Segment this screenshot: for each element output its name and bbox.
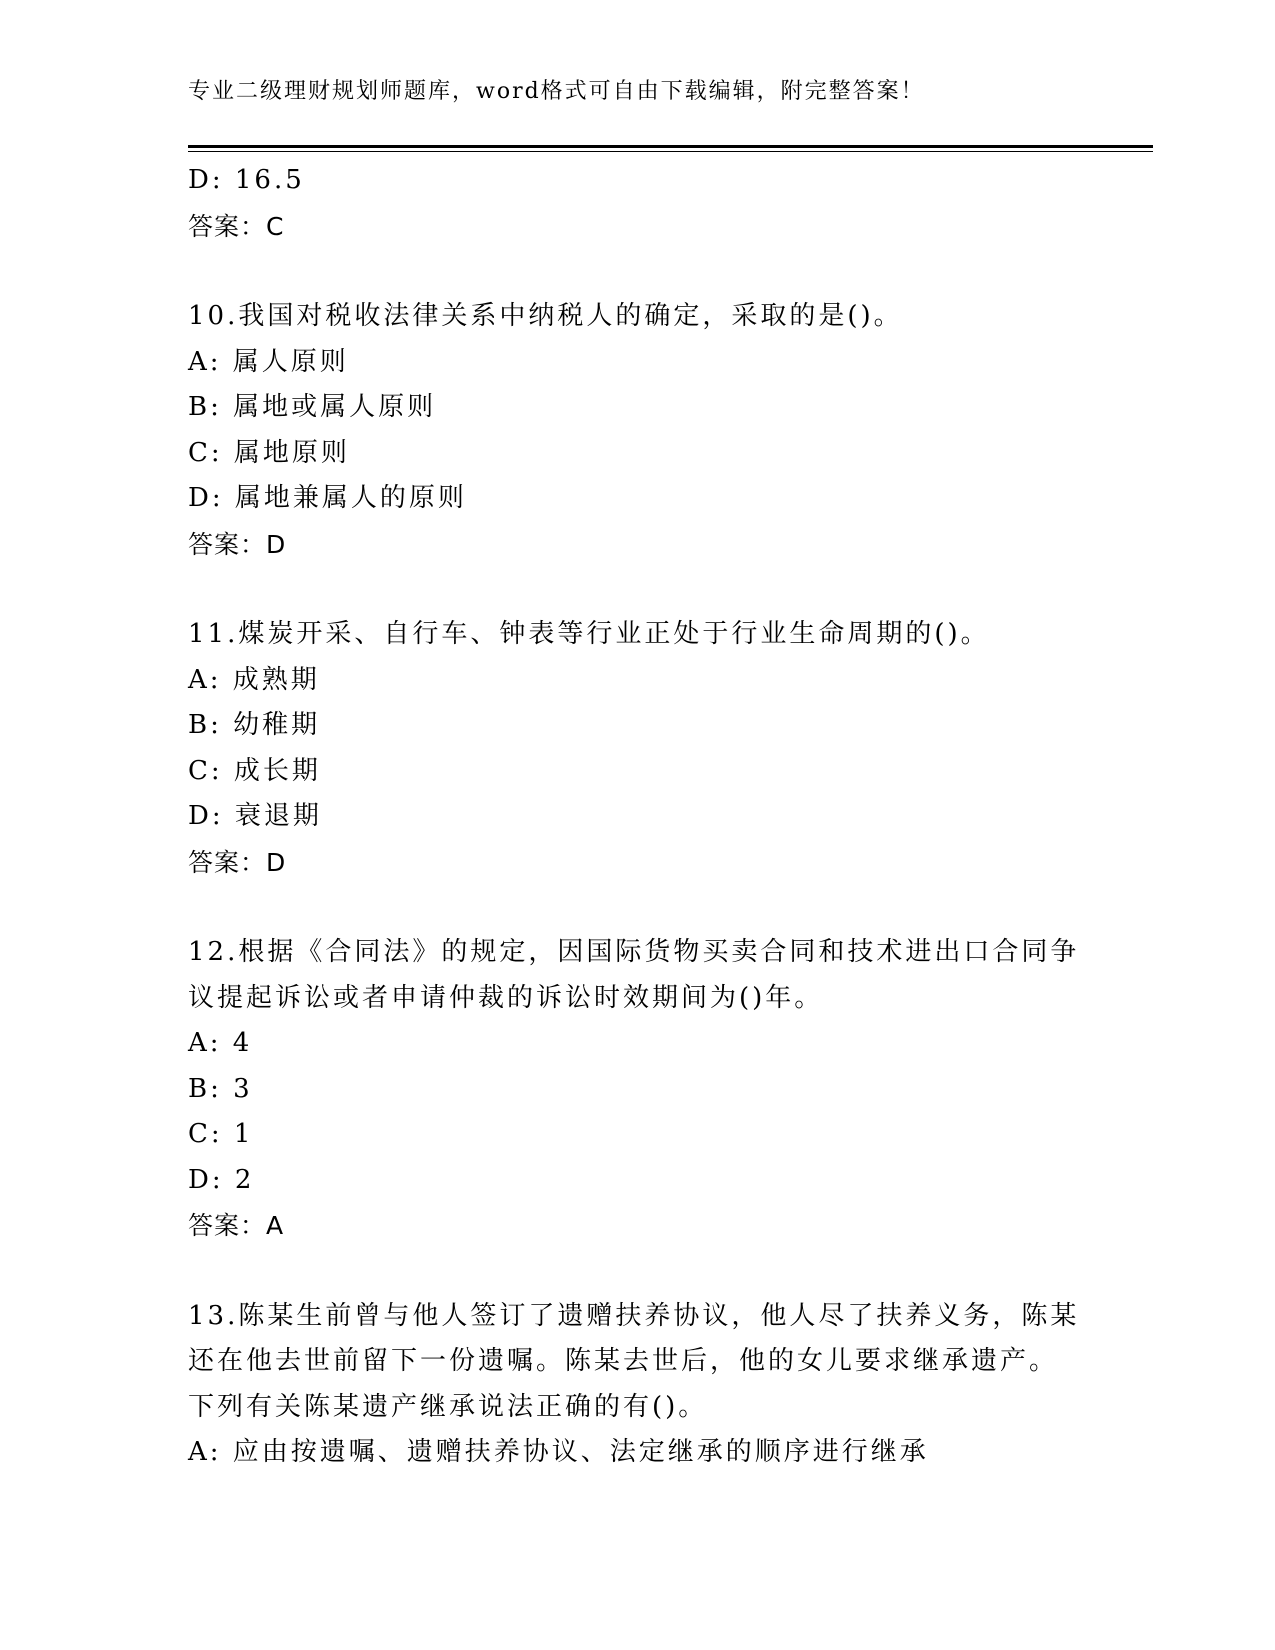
option-a: A: 成熟期 — [188, 664, 320, 695]
option-b: B: 属地或属人原则 — [188, 392, 437, 422]
header-rule-thick — [188, 145, 1153, 148]
question-stem: 11.煤炭开采、自行车、钟表等行业正处于行业生命周期的()。 — [188, 619, 990, 649]
option-d: D: 2 — [188, 1164, 255, 1195]
option-d: D: 16.5 — [188, 165, 305, 195]
document-body — [188, 158, 1088, 1476]
option-c: C: 1 — [188, 1119, 254, 1149]
option-a: A: 属人原则 — [188, 346, 349, 377]
question-stem: 12.根据《合同法》的规定，因国际货物买卖合同和技术进出口合同争 — [188, 937, 1080, 967]
option-d: D: 属地兼属人的原则 — [188, 483, 467, 513]
question-11 — [188, 612, 1088, 885]
question-13 — [188, 1294, 1088, 1476]
answer-line: 答案：D — [188, 847, 287, 877]
answer-line: 答案：D — [188, 529, 287, 559]
question-stem: 10.我国对税收法律关系中纳税人的确定，采取的是()。 — [188, 301, 903, 331]
option-a: A: 4 — [188, 1028, 253, 1058]
option-c: C: 成长期 — [188, 755, 321, 786]
option-d: D: 衰退期 — [188, 801, 322, 831]
option-b: B: 幼稚期 — [188, 710, 321, 740]
answer-line: 答案：A — [188, 1211, 285, 1240]
header-rule-thin — [188, 151, 1153, 152]
answer-line: 答案：C — [188, 211, 285, 241]
question-stem-continued: 下列有关陈某遗产继承说法正确的有()。 — [188, 1391, 708, 1422]
question-12 — [188, 930, 1088, 1249]
question-stem: 13.陈某生前曾与他人签订了遗赠扶养协议，他人尽了扶养义务，陈某 — [188, 1300, 1080, 1331]
question-stem-continued: 议提起诉讼或者申请仲裁的诉讼时效期间为()年。 — [188, 982, 824, 1013]
page-header: 专业二级理财规划师题库，word格式可自由下载编辑，附完整答案！ — [188, 79, 925, 104]
question-10 — [188, 294, 1088, 567]
option-a: A: 应由按遗嘱、遗赠扶养协议、法定继承的顺序进行继承 — [188, 1437, 929, 1467]
question-stem-continued: 还在他去世前留下一份遗嘱。陈某去世后，他的女儿要求继承遗产。 — [188, 1346, 1059, 1376]
option-b: B: 3 — [188, 1073, 253, 1104]
option-c: C: 属地原则 — [188, 437, 350, 468]
